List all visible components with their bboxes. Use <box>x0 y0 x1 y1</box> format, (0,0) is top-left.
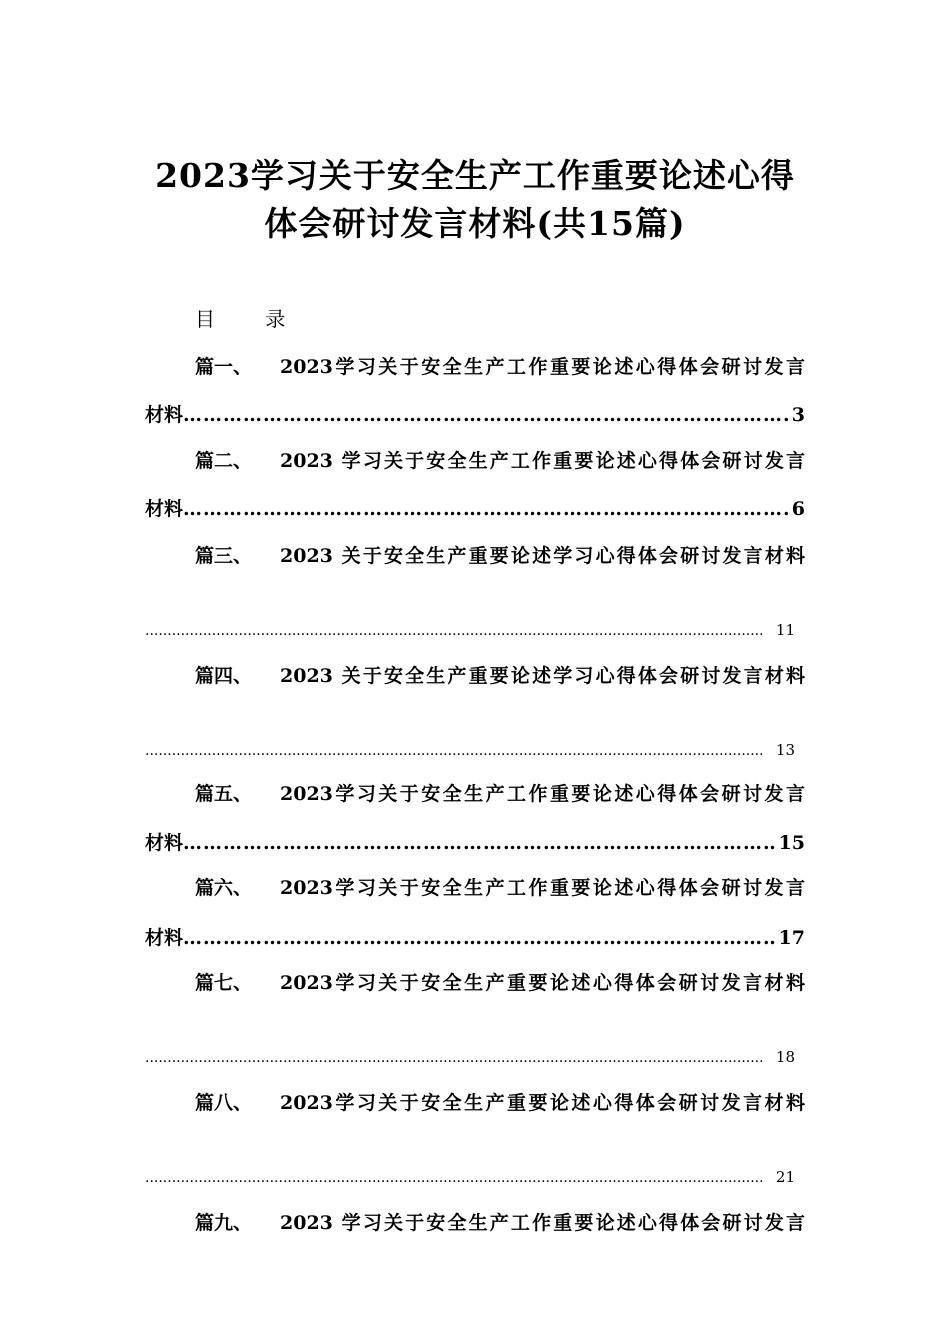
toc-entry-text: 2023 关于安全生产重要论述学习心得体会研讨发言材料 <box>280 665 805 687</box>
toc-entry-number: 篇六、 <box>195 877 253 899</box>
toc-entry-text: 2023 关于安全生产重要论述学习心得体会研讨发言材料 <box>280 545 805 567</box>
toc-entry-number: 篇五、 <box>195 783 253 805</box>
toc-entry-text: 2023学习关于安全生产工作重要论述心得体会研讨发言 <box>280 783 805 805</box>
toc-entry-text: 2023学习关于安全生产工作重要论述心得体会研讨发言 <box>280 877 805 899</box>
document-title-line2: 体会研讨发言材料(共15篇) <box>264 204 686 243</box>
toc-page-number: 3 <box>791 404 805 426</box>
toc-entry-number: 篇九、 <box>195 1212 253 1234</box>
toc-entry-title <box>195 779 805 806</box>
toc-entry-number: 篇一、 <box>195 356 253 378</box>
toc-entry-continuation: 材料 <box>145 832 184 854</box>
document-title-line1: 2023学习关于安全生产工作重要论述心得 <box>155 156 795 195</box>
toc-entry-leader <box>145 621 795 639</box>
toc-entry-text: 2023学习关于安全生产重要论述心得体会研讨发言材料 <box>280 972 805 994</box>
dot-leader <box>145 743 762 759</box>
toc-entry-leader <box>145 1048 795 1066</box>
dot-leader <box>183 832 775 854</box>
toc-entry-title <box>195 1088 805 1115</box>
toc-entry-title <box>195 446 805 473</box>
toc-entry-title <box>195 1208 805 1235</box>
dot-leader <box>183 498 788 520</box>
toc-entry-number: 篇二、 <box>195 450 253 472</box>
toc-entry-leader <box>145 923 805 950</box>
toc-entry-text: 2023学习关于安全生产重要论述心得体会研讨发言材料 <box>280 1092 805 1114</box>
toc-entry-title <box>195 352 805 379</box>
toc-entry-title <box>195 541 805 568</box>
toc-entry-title <box>195 968 805 995</box>
dot-leader <box>145 623 762 639</box>
toc-entry-title <box>195 661 805 688</box>
toc-page-number: 17 <box>778 927 805 949</box>
toc-entry-number: 篇四、 <box>195 665 253 687</box>
toc-entry-leader <box>145 400 805 427</box>
toc-entry-continuation: 材料 <box>145 498 184 520</box>
toc-entry-number: 篇八、 <box>195 1092 253 1114</box>
toc-page-number: 18 <box>775 1048 795 1066</box>
toc-entry-text: 2023学习关于安全生产工作重要论述心得体会研讨发言 <box>280 356 805 378</box>
toc-entry-leader <box>145 741 795 759</box>
toc-entry-number: 篇七、 <box>195 972 253 994</box>
toc-entry-leader <box>145 828 805 855</box>
toc-entry-leader <box>145 494 805 521</box>
toc-page-number: 11 <box>775 621 795 639</box>
toc-heading: 目 录 <box>195 307 308 331</box>
toc-entry-text: 2023 学习关于安全生产工作重要论述心得体会研讨发言 <box>280 1212 805 1234</box>
toc-page-number: 15 <box>778 832 805 854</box>
toc-entry-continuation: 材料 <box>145 404 184 426</box>
toc-entry-number: 篇三、 <box>195 545 253 567</box>
dot-leader <box>183 927 775 949</box>
toc-entry-leader <box>145 1168 795 1186</box>
dot-leader <box>145 1170 762 1186</box>
dot-leader <box>183 404 788 426</box>
toc-page-number: 21 <box>775 1168 795 1186</box>
toc-entry-text: 2023 学习关于安全生产工作重要论述心得体会研讨发言 <box>280 450 805 472</box>
dot-leader <box>145 1050 762 1066</box>
toc-entry-title <box>195 873 805 900</box>
toc-page-number: 6 <box>791 498 805 520</box>
toc-page-number: 13 <box>775 741 795 759</box>
toc-entry-continuation: 材料 <box>145 927 184 949</box>
